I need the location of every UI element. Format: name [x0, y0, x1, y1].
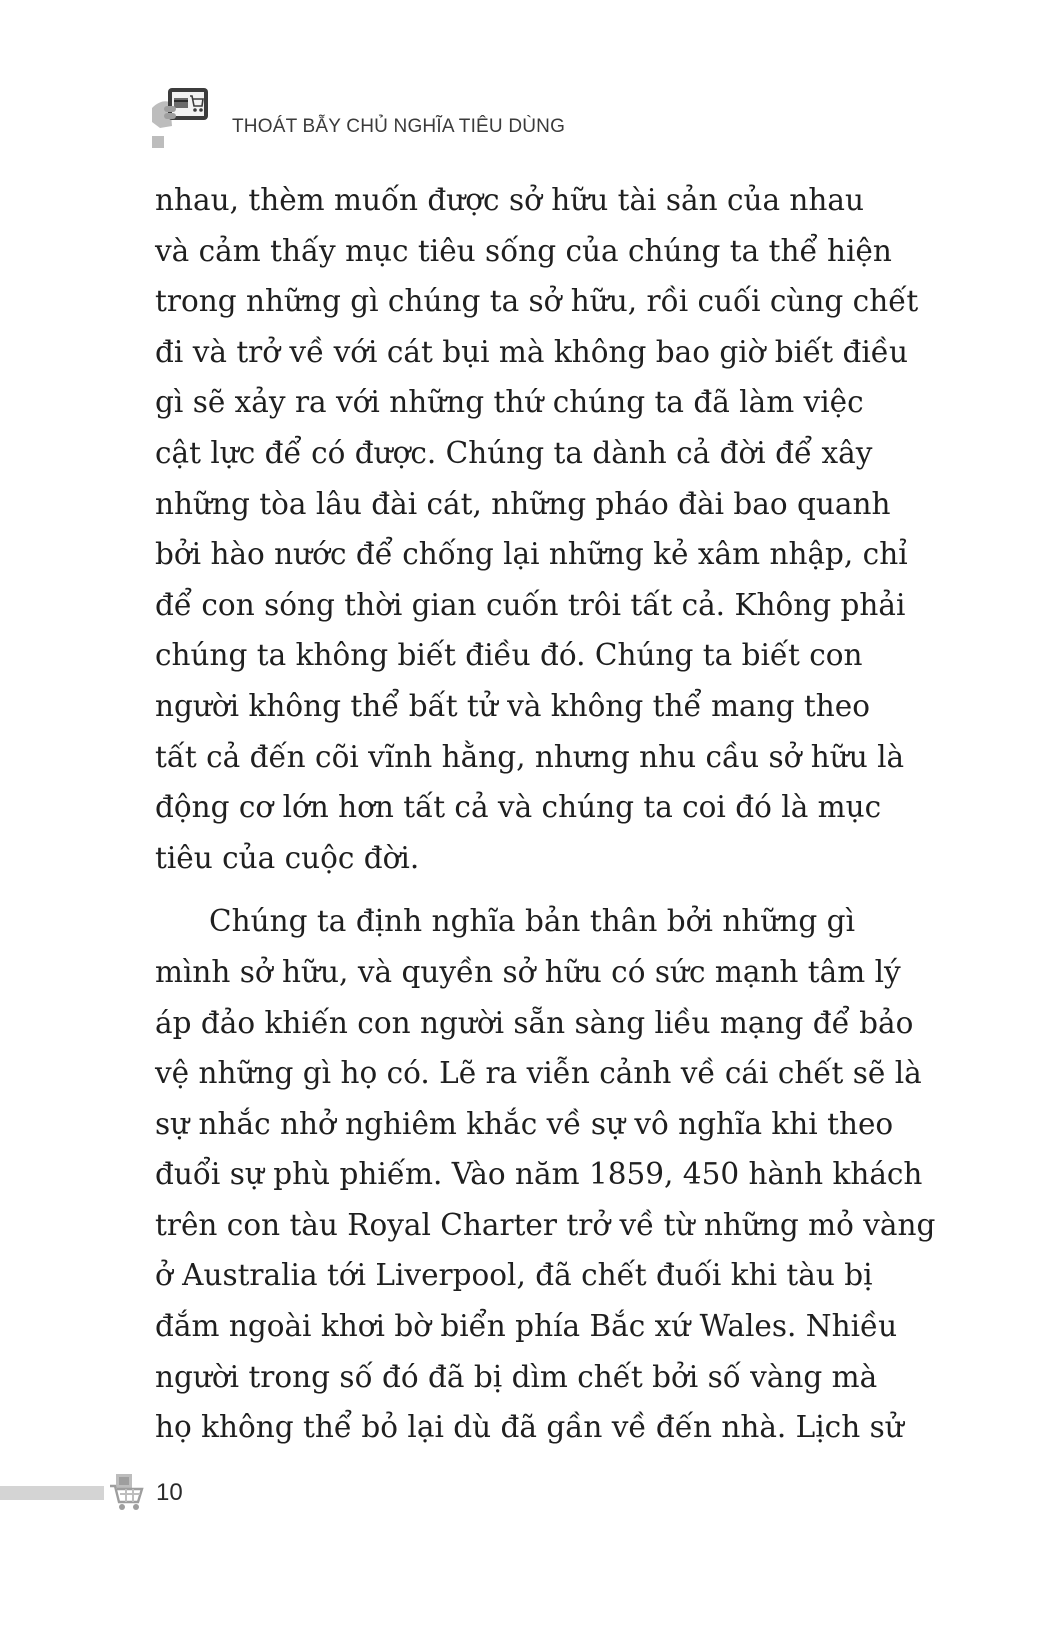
shopping-cart-icon	[110, 1472, 144, 1512]
text-line: và cảm thấy mục tiêu sống của chúng ta thể hiện	[155, 233, 892, 268]
text-line: bởi hào nước để chống lại những kẻ xâm nhập, chỉ	[155, 537, 908, 572]
text-line: để con sóng thời gian cuốn trôi tất cả. Không phải	[155, 587, 906, 622]
text-line: động cơ lớn hơn tất cả và chúng ta coi đó là mục	[155, 790, 882, 825]
text-line: những tòa lâu đài cát, những pháo đài bao quanh	[155, 486, 891, 521]
text-line: tất cả đến cõi vĩnh hằng, nhưng nhu cầu sở hữu là	[155, 739, 905, 774]
running-header-title: THOÁT BẪY CHỦ NGHĨA TIÊU DÙNG	[232, 116, 566, 137]
text-line: Chúng ta định nghĩa bản thân bởi những gì	[209, 904, 855, 939]
text-line: gì sẽ xảy ra với những thứ chúng ta đã làm việc	[155, 385, 864, 420]
text-line: vệ những gì họ có. Lẽ ra viễn cảnh về cái chết sẽ là	[155, 1056, 922, 1091]
text-line: trong những gì chúng ta sở hữu, rồi cuối cùng chết	[155, 284, 919, 319]
text-line: tiêu của cuộc đời.	[155, 840, 420, 875]
paragraph	[155, 175, 919, 883]
page-number: 10	[156, 1479, 183, 1506]
text-line: ở Australia tới Liverpool, đã chết đuối khi tàu bị	[155, 1258, 873, 1293]
text-line: chúng ta không biết điều đó. Chúng ta biết con	[155, 638, 863, 673]
text-line: trên con tàu Royal Charter trở về từ những mỏ vàng	[155, 1207, 936, 1242]
text-line: nhau, thèm muốn được sở hữu tài sản của nhau	[155, 183, 865, 217]
page-body	[155, 175, 936, 1453]
footer-bar	[0, 1486, 104, 1500]
text-line: cật lực để có được. Chúng ta dành cả đời để xây	[155, 435, 873, 470]
text-line: đuổi sự phù phiếm. Vào năm 1859, 450 hành khách	[155, 1157, 923, 1192]
paragraph	[155, 896, 936, 1453]
text-line: đi và trở về với cát bụi mà không bao giờ biết điều	[155, 334, 908, 369]
text-line: áp đảo khiến con người sẵn sàng liều mạng để bảo	[155, 1005, 914, 1040]
text-line: họ không thể bỏ lại dù đã gần về đến nhà. Lịch sử	[155, 1410, 904, 1445]
text-line: sự nhắc nhở nghiêm khắc về sự vô nghĩa khi theo	[155, 1106, 894, 1141]
text-line: người không thể bất tử và không thể mang theo	[155, 688, 870, 723]
text-line: người trong số đó đã bị dìm chết bởi số vàng mà	[155, 1359, 878, 1394]
shopping-phone-icon	[152, 86, 220, 156]
text-line: mình sở hữu, và quyền sở hữu có sức mạnh tâm lý	[155, 954, 901, 989]
text-line: đắm ngoài khơi bờ biển phía Bắc xứ Wales. Nhiều	[155, 1309, 898, 1344]
